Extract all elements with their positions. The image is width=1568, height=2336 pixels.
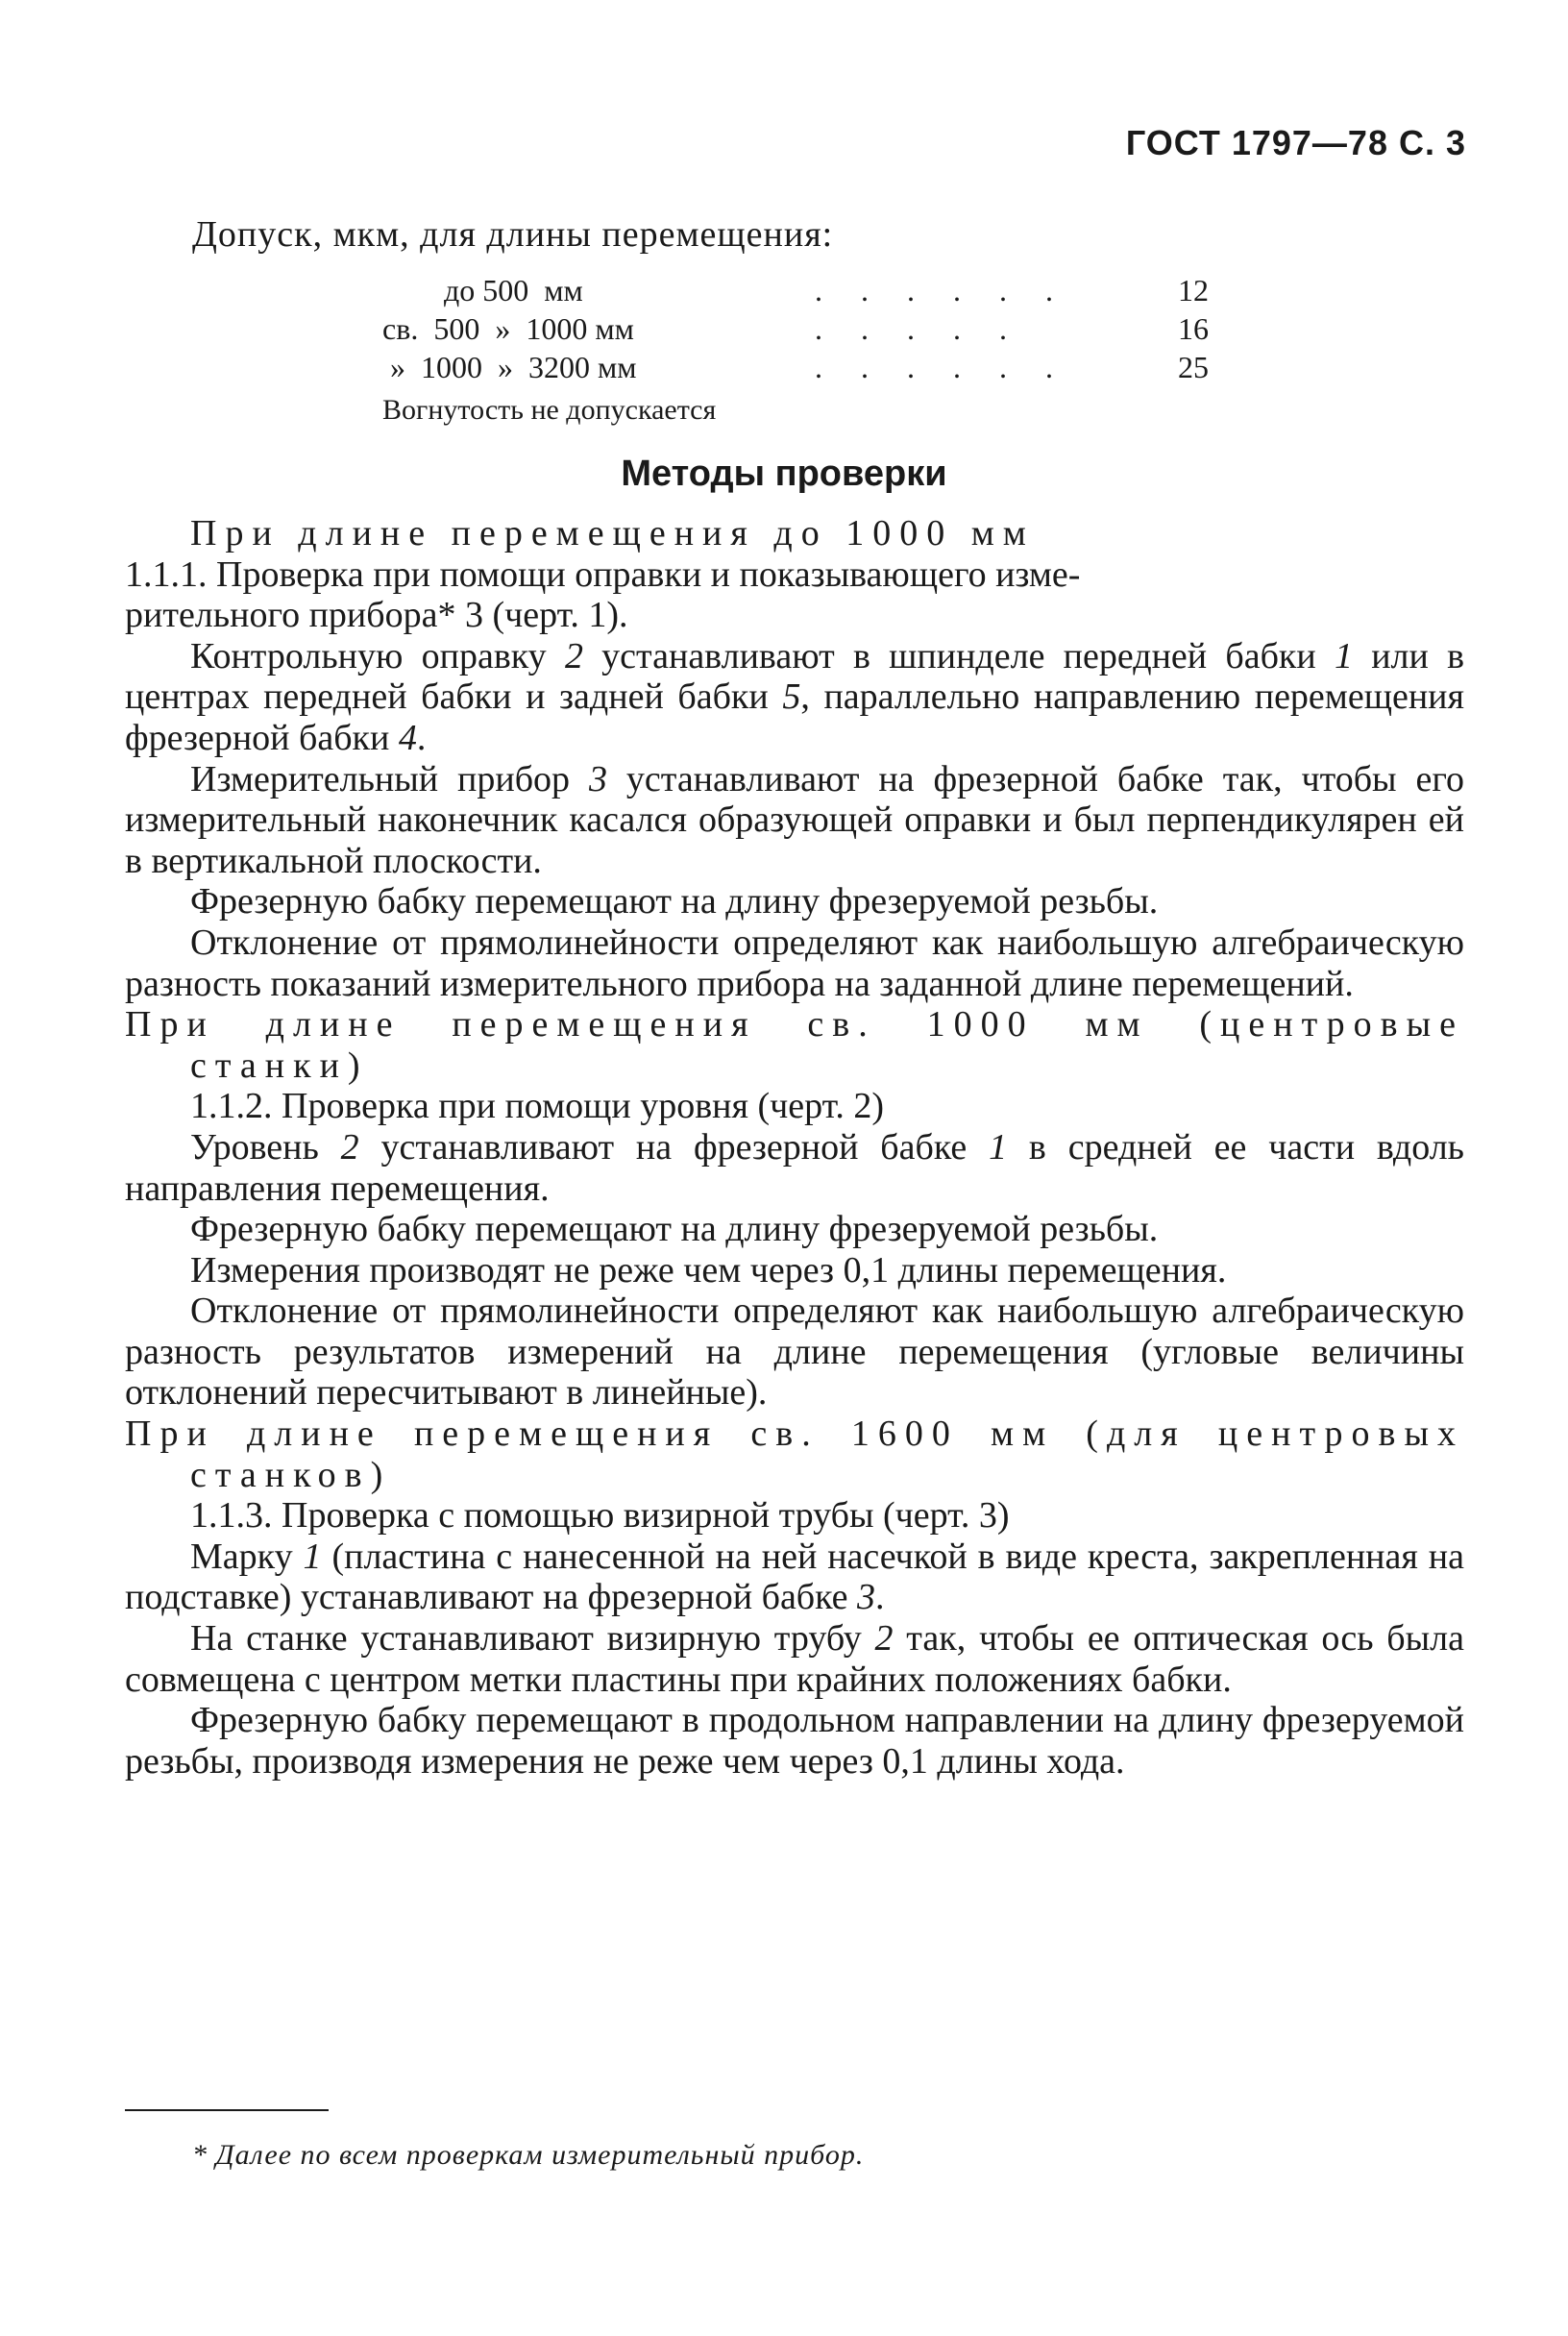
concavity-note: Вогнутость не допускается <box>382 394 717 426</box>
text-span: , параллельно направлению перемещения фрезерной бабки <box>125 676 1464 758</box>
text-span: . <box>875 1577 885 1618</box>
page-header: ГОСТ 1797—78 С. 3 <box>1125 123 1466 162</box>
ref-number: 3 <box>588 758 607 799</box>
tolerance-row <box>382 271 1209 309</box>
footnote-divider <box>125 2109 329 2111</box>
tolerance-intro: Допуск, мкм, для длины перемещения: <box>192 214 834 255</box>
paragraph-deviation: Отклонение от прямолинейности определяют как наибольшую алгебраическую разность показаний измерительного прибора на заданной длине перемещений. <box>125 922 1464 1004</box>
text-span: Контрольную оправку <box>190 635 565 676</box>
paragraph-move-longitudinal: Фрезерную бабку перемещают в продольном направлении на длину фрезеруемой резьбы, производя измерения не реже чем через 0,1 длины хода. <box>125 1700 1464 1782</box>
clause-1-1-2: 1.1.2. Проверка при помощи уровня (черт. 2) <box>190 1086 884 1127</box>
tolerance-range: св. 500 » 1000 мм <box>382 311 634 346</box>
tolerance-value: 16 <box>1178 311 1209 346</box>
text-span: устанавливают в шпинделе передней бабки <box>582 635 1335 676</box>
paragraph-deviation-2: Отклонение от прямолинейности определяют как наибольшую алгебраическую разность результатов измерений на длине перемещения (угловые величины отклонений пересчитывают в линейные). <box>125 1291 1464 1414</box>
ref-number: 2 <box>564 635 583 676</box>
text-span: так, чтобы ее оптическая ось была совмещена с центром метки пластины при крайних положениях бабки. <box>125 1618 1464 1700</box>
clause-1-1-3: 1.1.3. Проверка с помощью визирной трубы (черт. 3) <box>190 1495 1010 1537</box>
text-span: . <box>416 717 427 758</box>
text-span: устанавливают на фрезерной бабке так, чтобы его измерительный наконечник касался образующей оправки и был перпендикулярен ей в вертикальной плоскости. <box>125 758 1465 881</box>
paragraph-sight-tube <box>125 1618 1464 1700</box>
tolerance-row <box>382 309 1209 348</box>
paragraph-move-head-2: Фрезерную бабку перемещают на длину фрезеруемой резьбы. <box>190 1209 1159 1250</box>
tolerance-row <box>382 348 1209 386</box>
text-span: Измерительный прибор <box>190 758 589 799</box>
subheading-over-1600-cont: станков) <box>190 1454 392 1495</box>
ref-number: 3 <box>857 1577 876 1618</box>
leader-dots: . . . . . . <box>815 273 1068 307</box>
paragraph-mandrel <box>125 636 1464 759</box>
leader-dots: . . . . . <box>815 311 1022 346</box>
text-span: На станке устанавливают визирную трубу <box>190 1618 875 1660</box>
ref-number: 2 <box>340 1126 359 1168</box>
subheading-over-1000-cont: станки) <box>190 1045 369 1086</box>
tolerance-value: 12 <box>1178 273 1209 307</box>
paragraph-target-mark <box>125 1537 1464 1618</box>
ref-number: 1 <box>1334 635 1353 676</box>
tolerance-table <box>382 271 1209 386</box>
tolerance-value: 25 <box>1178 350 1209 384</box>
paragraph-level <box>125 1127 1464 1209</box>
ref-number: 2 <box>874 1618 894 1660</box>
subheading-up-to-1000: При длине перемещения до 1000 мм <box>190 513 1035 553</box>
text-span: или в центрах передней бабки и задней бабки <box>125 635 1465 718</box>
subheading-over-1600: При длине перемещения св. 1600 мм (для центровых <box>125 1414 1464 1455</box>
text-span: Уровень <box>190 1126 341 1168</box>
text-span: (пластина с нанесенной на ней насечкой в виде креста, закрепленная на подставке) устанавливают на фрезерной бабке <box>125 1536 1464 1618</box>
footnote: * Далее по всем проверкам измерительный прибор. <box>192 2139 865 2171</box>
text-span: Марку <box>190 1536 304 1577</box>
paragraph-move-head: Фрезерную бабку перемещают на длину фрезеруемой резьбы. <box>190 881 1159 922</box>
paragraph-instrument <box>125 759 1464 882</box>
methods-body <box>125 513 1465 1782</box>
text-span: в средней ее части вдоль направления перемещения. <box>125 1126 1464 1209</box>
subheading-over-1000: При длине перемещения св. 1000 мм (центровые <box>125 1004 1464 1045</box>
tolerance-range: до 500 мм <box>382 273 583 307</box>
ref-number: 4 <box>398 717 417 758</box>
ref-number: 1 <box>303 1536 322 1577</box>
leader-dots: . . . . . . <box>815 350 1068 384</box>
paragraph-measure-interval: Измерения производят не реже чем через 0,1 длины перемещения. <box>190 1249 1227 1291</box>
tolerance-range: » 1000 » 3200 мм <box>382 350 637 384</box>
ref-number: 5 <box>782 676 801 718</box>
section-title: Методы проверки <box>621 454 947 494</box>
ref-number: 1 <box>989 1126 1008 1168</box>
clause-1-1-1: 1.1.1. Проверка при помощи оправки и показывающего изме- <box>125 553 1081 595</box>
clause-1-1-1-cont: рительного прибора* 3 (черт. 1). <box>125 595 628 636</box>
text-span: устанавливают на фрезерной бабке <box>358 1126 990 1168</box>
